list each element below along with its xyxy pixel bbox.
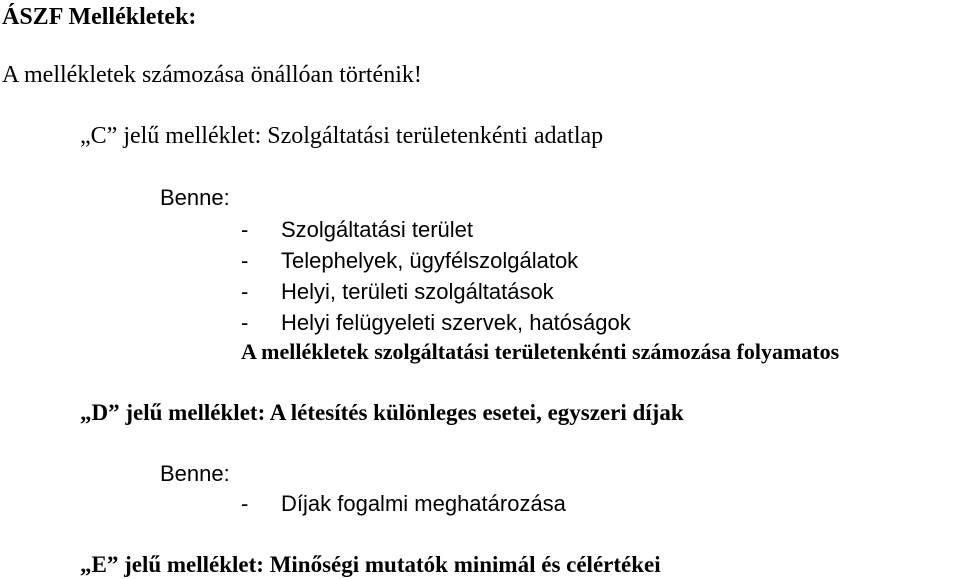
list-item-text: Helyi felügyeleti szervek, hatóságok [281,310,631,335]
intro-text: A mellékletek számozása önállóan történik! [2,62,422,88]
list-dash: - [241,491,249,516]
list-dash: - [241,310,249,335]
section-c-note: A mellékletek szolgáltatási területenkénti számozása folyamatos [241,339,840,364]
list-dash: - [241,279,249,304]
document-heading: ÁSZF Mellékletek: [2,4,197,30]
section-c-benne-label: Benne: [160,185,230,210]
list-dash: - [241,217,249,242]
list-item-text: Szolgáltatási terület [281,217,473,242]
list-dash: - [241,248,249,273]
section-d-title: „D” jelű melléklet: A létesítés különleges esetei, egyszeri díjak [80,400,684,425]
list-item-text: Díjak fogalmi meghatározása [281,491,566,516]
list-item-text: Helyi, területi szolgáltatások [281,279,554,304]
list-item-text: Telephelyek, ügyfélszolgálatok [281,248,579,273]
section-e-title: „E” jelű melléklet: Minőségi mutatók minimál és célértékei [80,552,661,577]
section-d-benne-label: Benne: [160,461,230,486]
section-c-title: „C” jelű melléklet: Szolgáltatási területenkénti adatlap [80,123,604,149]
